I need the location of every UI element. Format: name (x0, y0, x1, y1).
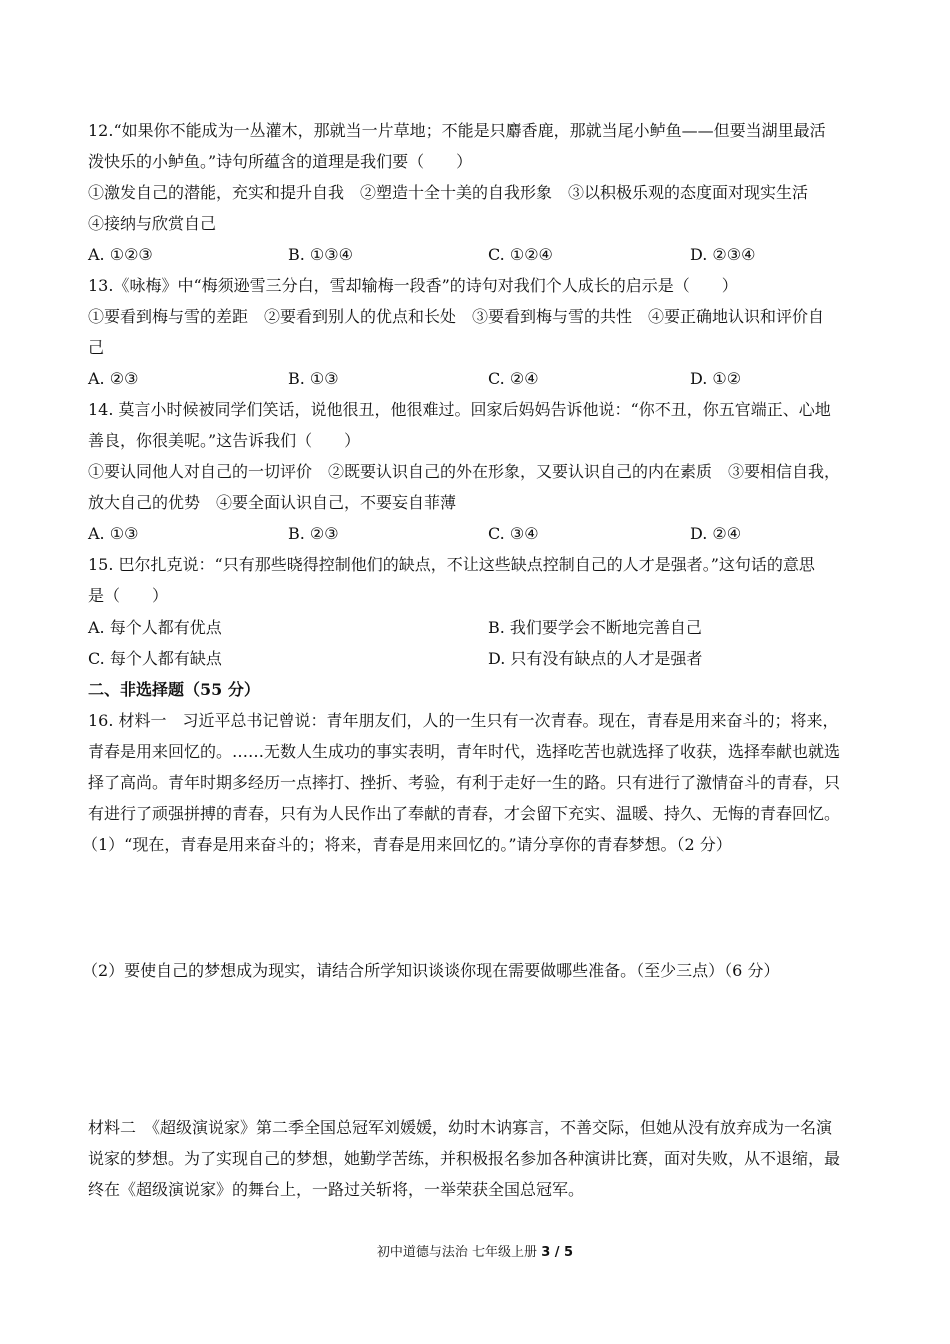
q13-option-c: C. ②④ (488, 369, 539, 388)
q16-material2-line-3: 终在《超级演说家》的舞台上，一路过关斩将，一举荣获全国总冠军。 (88, 1180, 585, 1199)
q12-items-line-2: ④接纳与欣赏自己 (88, 214, 217, 233)
q16-subquestion-1: （1）“现在，青春是用来奋斗的；将来，青春是用来回忆的。”请分享你的青春梦想。（2 分） (82, 835, 732, 854)
footer-page-number: 3 / 5 (541, 1245, 574, 1260)
footer-course-label: 初中道德与法治 七年级上册 (376, 1245, 538, 1260)
q12-items-line-1: ①激发自己的潜能，充实和提升自我 ②塑造十全十美的自我形象 ③以积极乐观的态度面对现实生活 (88, 183, 809, 202)
q15-option-d: D. 只有没有缺点的人才是强者 (488, 649, 703, 668)
q13-items-line-1: ①要看到梅与雪的差距 ②要看到别人的优点和长处 ③要看到梅与雪的共性 ④要正确地认识和评价自 (88, 307, 825, 326)
q14-stem-line-1: 14. 莫言小时候被同学们笑话，说他很丑，他很难过。回家后妈妈告诉他说：“你不丑，你五官端正、心地 (88, 400, 831, 419)
q14-option-b: B. ②③ (288, 524, 339, 543)
q12-stem-line-2: 泼快乐的小鲈鱼。”诗句所蕴含的道理是我们要（ ） (88, 152, 473, 171)
q15-option-b: B. 我们要学会不断地完善自己 (488, 618, 702, 637)
q16-material1-line-2: 青春是用来回忆的。……无数人生成功的事实表明，青年时代，选择吃苦也就选择了收获，选择奉献也就选 (88, 742, 841, 761)
q15-stem-line-2: 是（ ） (88, 586, 169, 605)
q12-stem-line-1: 12.“如果你不能成为一丛灌木，那就当一片草地；不能是只麝香鹿，那就当尾小鲈鱼——但要当湖里最活 (88, 121, 826, 140)
q12-option-c: C. ①②④ (488, 245, 553, 264)
page-footer (0, 1244, 950, 1262)
q16-subquestion-2: （2）要使自己的梦想成为现实，请结合所学知识谈谈你现在需要做哪些准备。（至少三点）（6 分） (82, 961, 780, 980)
q14-items-line-2: 放大自己的优势 ④要全面认识自己，不要妄自菲薄 (88, 493, 457, 512)
q16-material2-line-2: 说家的梦想。为了实现自己的梦想，她勤学苦练，并积极报名参加各种演讲比赛，面对失败，从不退缩，最 (88, 1149, 841, 1168)
q12-option-a: A. ①②③ (88, 245, 153, 264)
q14-option-d: D. ②④ (690, 524, 742, 543)
q16-material1-line-3: 择了高尚。青年时期多经历一点摔打、挫折、考验，有利于走好一生的路。只有进行了激情奋斗的青春，只 (88, 773, 841, 792)
q14-items-line-1: ①要认同他人对自己的一切评价 ②既要认识自己的外在形象，又要认识自己的内在素质 ③要相信自我， (88, 462, 841, 481)
q13-option-a: A. ②③ (88, 369, 139, 388)
q13-items-line-2: 己 (88, 338, 105, 357)
q13-stem-line-1: 13.《咏梅》中“梅须逊雪三分白，雪却输梅一段香”的诗句对我们个人成长的启示是（ ） (88, 276, 738, 295)
q15-option-c: C. 每个人都有缺点 (88, 649, 222, 668)
q12-option-b: B. ①③④ (288, 245, 353, 264)
q16-material1-line-4: 有进行了顽强拼搏的青春，只有为人民作出了奉献的青春，才会留下充实、温暖、持久、无悔的青春回忆。 (88, 804, 841, 823)
section-title-non-choice: 二、非选择题（55 分） (88, 680, 260, 699)
q14-option-a: A. ①③ (88, 524, 139, 543)
q14-option-c: C. ③④ (488, 524, 539, 543)
q16-material2-line-1: 材料二 《超级演说家》第二季全国总冠军刘媛媛，幼时木讷寡言，不善交际，但她从没有放弃成为一名演 (88, 1118, 833, 1137)
q14-stem-line-2: 善良，你很美呢。”这告诉我们（ ） (88, 431, 361, 450)
q15-stem-line-1: 15. 巴尔扎克说：“只有那些晓得控制他们的缺点，不让这些缺点控制自己的人才是强者。”这句话的意思 (88, 555, 815, 574)
q15-option-a: A. 每个人都有优点 (88, 618, 222, 637)
q16-material1-line-1: 16. 材料一 习近平总书记曾说：青年朋友们，人的一生只有一次青春。现在，青春是用来奋斗的；将来， (88, 711, 839, 730)
q13-option-b: B. ①③ (288, 369, 339, 388)
q13-option-d: D. ①② (690, 369, 742, 388)
q12-option-d: D. ②③④ (690, 245, 756, 264)
